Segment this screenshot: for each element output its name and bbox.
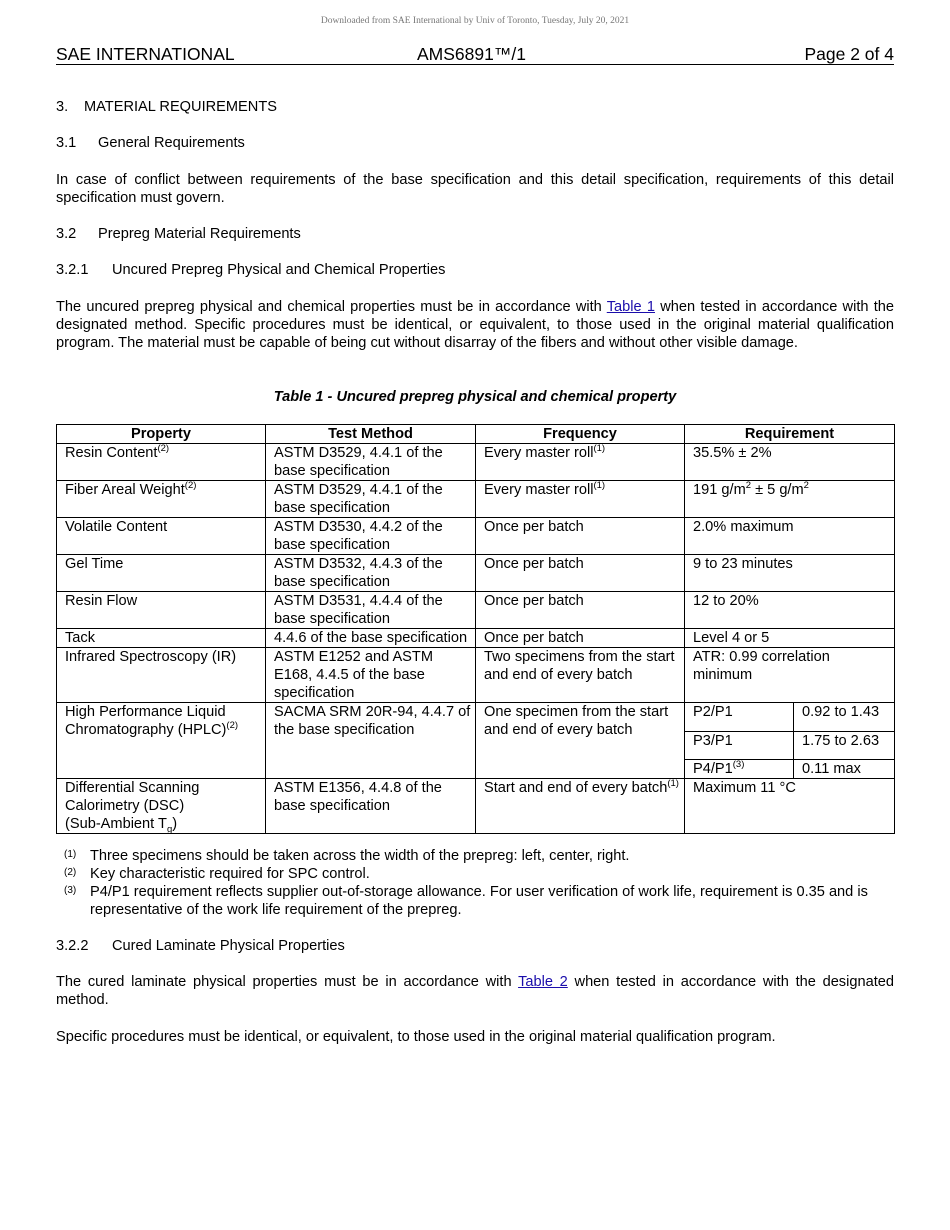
requirement-text: ± 5 g/m <box>751 482 804 498</box>
unit-exponent: 2 <box>803 480 809 491</box>
ratio-row <box>685 703 894 731</box>
footnote-ref: (1) <box>667 777 679 789</box>
section-3-1-paragraph: In case of conflict between requirements of the base specification and this detail specification, requirements of this detail specification must govern. <box>56 172 894 206</box>
cell-frequency: Once per batch <box>476 592 685 629</box>
cell-requirement: 2.0% maximum <box>685 518 895 555</box>
section-number: 3.2 <box>56 226 77 242</box>
column-header-test-method: Test Method <box>266 425 476 444</box>
cell-frequency: Two specimens from the start and end of every batch <box>476 648 685 703</box>
table-row <box>57 444 895 481</box>
paragraph-text: The uncured prepreg physical and chemical properties must be in accordance with <box>56 299 607 315</box>
section-3-2-2-paragraph <box>56 973 894 1009</box>
header-org: SAE INTERNATIONAL <box>56 44 235 64</box>
cell-method: SACMA SRM 20R-94, 4.4.7 of the base specification <box>266 703 476 779</box>
ratio-subtable <box>685 703 894 778</box>
requirement-text: 191 g/m <box>693 482 746 498</box>
table-row <box>57 629 895 648</box>
section-3-2-heading <box>56 225 894 243</box>
header-doc-id: AMS6891™/1 <box>417 44 526 64</box>
table-2-link[interactable]: Table 2 <box>518 974 568 990</box>
cell-property <box>57 778 266 833</box>
property-text: ) <box>172 815 178 832</box>
column-header-requirement: Requirement <box>685 425 895 444</box>
cell-property <box>57 703 266 779</box>
ratio-label-cell <box>685 759 794 778</box>
ratio-row <box>685 731 894 759</box>
page-header <box>56 44 894 65</box>
cell-frequency <box>476 481 685 518</box>
table-row <box>57 648 895 703</box>
section-number: 3.1 <box>56 135 77 151</box>
table-1-caption: Table 1 - Uncured prepreg physical and chemical property <box>273 389 677 405</box>
paragraph-text: The cured laminate physical properties must be in accordance with <box>56 974 519 990</box>
footnote-ref: (2) <box>226 720 239 731</box>
table-1-link[interactable]: Table 1 <box>606 299 655 315</box>
cell-requirement: 12 to 20% <box>685 592 895 629</box>
section-number: 3.2.2 <box>56 938 89 954</box>
property-text: High Performance Liquid Chromatography (HPLC) <box>65 704 227 738</box>
footnote-mark: (2) <box>64 867 77 878</box>
table-1-footnotes <box>64 847 894 919</box>
unit-exponent: 2 <box>745 480 752 491</box>
cell-requirement: Level 4 or 5 <box>685 629 895 648</box>
section-3-1-heading <box>56 134 894 152</box>
cell-property <box>57 481 266 518</box>
ratio-value: 0.11 max <box>802 760 861 777</box>
footnote <box>64 883 894 919</box>
footnote <box>64 847 894 865</box>
column-header-property: Property <box>57 425 266 444</box>
cell-method: ASTM D3529, 4.4.1 of the base specification <box>266 444 476 481</box>
cell-property: Resin Flow <box>57 592 266 629</box>
paragraph-text: when tested in accordance with the designated method. <box>56 974 894 1008</box>
frequency-text: Every master roll <box>484 445 594 461</box>
table-row <box>57 703 895 779</box>
property-text: Fiber Areal Weight <box>65 482 185 498</box>
cell-method: ASTM E1356, 4.4.8 of the base specification <box>266 778 476 833</box>
cell-method: 4.4.6 of the base specification <box>266 629 476 648</box>
table-row <box>57 555 895 592</box>
cell-frequency: Once per batch <box>476 629 685 648</box>
cell-method: ASTM D3532, 4.4.3 of the base specification <box>266 555 476 592</box>
table-1 <box>56 424 895 834</box>
ratio-label: P4/P1 <box>693 760 733 777</box>
section-title: MATERIAL REQUIREMENTS <box>84 99 277 115</box>
section-3-2-1-heading <box>56 261 894 279</box>
cell-frequency <box>476 778 685 833</box>
cell-method: ASTM D3531, 4.4.4 of the base specification <box>266 592 476 629</box>
cell-method: ASTM E1252 and ASTM E168, 4.4.5 of the base specification <box>266 648 476 703</box>
footnote-mark: (1) <box>64 849 77 860</box>
footnote-ref: (2) <box>157 443 170 454</box>
column-header-frequency: Frequency <box>476 425 685 444</box>
cell-frequency <box>476 444 685 481</box>
paragraph-text: when tested in accordance with the designated method. Specific procedures must be identical, or equivalent, to those used in the original material qualification program. The material must be capable of being cut without disarray of the fibers and without other visible damage. <box>56 299 894 351</box>
section-3-heading <box>56 98 894 116</box>
footnote-text: Three specimens should be taken across the width of the prepreg: left, center, right. <box>90 848 630 864</box>
property-text: Differential Scanning Calorimetry (DSC) <box>65 779 200 814</box>
cell-property <box>57 444 266 481</box>
section-title: General Requirements <box>98 135 245 151</box>
ratio-value: 0.92 to 1.43 <box>794 703 895 731</box>
cell-requirement: Maximum 11 °C <box>685 778 895 833</box>
section-title: Prepreg Material Requirements <box>98 226 301 242</box>
cell-frequency: Once per batch <box>476 555 685 592</box>
ratio-value: 1.75 to 2.63 <box>794 731 895 759</box>
cell-requirement: 9 to 23 minutes <box>685 555 895 592</box>
table-row <box>57 592 895 629</box>
cell-method: ASTM D3530, 4.4.2 of the base specification <box>266 518 476 555</box>
section-title: Cured Laminate Physical Properties <box>112 938 345 954</box>
cell-requirement <box>685 481 895 518</box>
footnote-text: P4/P1 requirement reflects supplier out-of-storage allowance. For user verification of work life, requirement is 0.35 and is representative of the work life requirement of the prepreg. <box>90 884 868 918</box>
footnote-ref: (3) <box>732 758 745 770</box>
cell-property: Tack <box>57 629 266 648</box>
cell-requirement: ATR: 0.99 correlation minimum <box>685 648 895 703</box>
footnote-text: Key characteristic required for SPC control. <box>90 866 370 882</box>
property-text: (Sub-Ambient T <box>65 815 167 832</box>
cell-property: Volatile Content <box>57 518 266 555</box>
table-row <box>57 518 895 555</box>
cell-requirement-ratios <box>685 703 895 779</box>
footnote-ref: (1) <box>593 443 606 454</box>
cell-property: Gel Time <box>57 555 266 592</box>
ratio-label: P3/P1 <box>685 731 794 759</box>
table-row <box>57 778 895 833</box>
ratio-label: P2/P1 <box>685 703 794 731</box>
table-header-row <box>57 425 895 444</box>
cell-requirement: 35.5% ± 2% <box>685 444 895 481</box>
section-3-2-2-heading <box>56 937 894 955</box>
footnote <box>64 865 894 883</box>
cell-property: Infrared Spectroscopy (IR) <box>57 648 266 703</box>
property-text: Resin Content <box>65 445 158 461</box>
header-page-number: Page 2 of 4 <box>804 44 894 64</box>
frequency-text: Every master roll <box>484 482 594 498</box>
download-watermark: Downloaded from SAE International by Univ of Toronto, Tuesday, July 20, 2021 <box>320 16 630 26</box>
cell-method: ASTM D3529, 4.4.1 of the base specification <box>266 481 476 518</box>
cell-frequency: Once per batch <box>476 518 685 555</box>
frequency-text: Start and end of every batch <box>484 779 668 796</box>
subscript: g <box>166 823 173 835</box>
section-3-2-2-paragraph-2: Specific procedures must be identical, or equivalent, to those used in the original material qualification program. <box>56 1029 776 1045</box>
cell-frequency: One specimen from the start and end of every batch <box>476 703 685 779</box>
footnote-ref: (1) <box>593 480 606 491</box>
ratio-row <box>685 759 894 778</box>
section-number: 3.2.1 <box>56 262 89 278</box>
section-number: 3. <box>56 99 69 115</box>
footnote-mark: (3) <box>64 885 77 896</box>
table-row <box>57 481 895 518</box>
section-title: Uncured Prepreg Physical and Chemical Properties <box>112 262 446 278</box>
footnote-ref: (2) <box>184 480 197 491</box>
section-3-2-1-paragraph <box>56 298 894 352</box>
